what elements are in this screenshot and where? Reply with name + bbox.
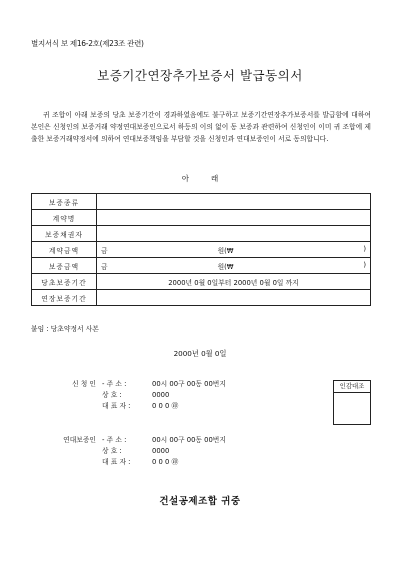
applicant-block xyxy=(36,379,226,412)
row-label: 연장보증기간 xyxy=(32,290,97,306)
form-number: 별지서식 보 제16-2호(제23조 관련) xyxy=(31,39,144,48)
field-value: 00시 00구 00동 00번지 xyxy=(152,380,226,388)
seal-caption: 인감대조 xyxy=(334,381,370,393)
table-row xyxy=(32,274,371,290)
contract-amount-cell xyxy=(97,242,371,258)
original-period-value: 2000년 0월 0일부터 2000년 0월 0일 까지 xyxy=(97,274,371,290)
document-date: 2000년 0월 0일 xyxy=(173,349,227,358)
recipient-footer: 건설공제조합 귀중 xyxy=(159,496,241,507)
field-value: 0 0 0 ㊞ xyxy=(152,458,179,466)
row-value xyxy=(97,226,371,242)
field-label: 상 호 : xyxy=(102,447,122,455)
consent-body xyxy=(31,109,371,145)
table-row xyxy=(32,242,371,258)
attachment-note: 붙임 : 당초약정서 사본 xyxy=(31,325,99,333)
row-label: 계약명 xyxy=(32,210,97,226)
field-label: 대 표 자 : xyxy=(102,402,131,410)
guarantee-table xyxy=(31,193,371,306)
table-row xyxy=(32,210,371,226)
field-value: 0000 xyxy=(152,391,170,399)
party-role: 신 청 인 xyxy=(71,380,96,388)
table-row xyxy=(32,258,371,274)
row-value xyxy=(97,210,371,226)
field-value: 00시 00구 00동 00번지 xyxy=(152,436,226,444)
amount-suffix: ) xyxy=(363,260,366,269)
row-label: 보증금액 xyxy=(32,258,97,274)
row-value xyxy=(97,290,371,306)
amount-currency: 원(₩ xyxy=(217,246,234,255)
amount-prefix: 금 xyxy=(101,262,108,271)
seal-check-box xyxy=(333,380,371,425)
table-row xyxy=(32,194,371,210)
amount-suffix: ) xyxy=(363,244,366,253)
document-title: 보증기간연장추가보증서 발급동의서 xyxy=(97,68,303,83)
consent-paragraph: 귀 조합이 아래 보증의 당초 보증기간이 경과하였음에도 불구하고 보증기간연장추가보증서를 발급함에 대하여 본인은 신청인의 보증거래 약정연대보증인으로서 하등의 이의 없이 동 보증과 관련하여 신청인이 이미 귀 조합에 제출한 보증거래약정서에 의하여 연대보증책임을 부담할 것을 신청인과 연대보증인이 서로 동의합니다. xyxy=(31,111,371,143)
section-heading: 아래 xyxy=(181,174,241,183)
guarantor-block xyxy=(36,435,226,468)
field-label: 대 표 자 : xyxy=(102,458,131,466)
field-label: 상 호 : xyxy=(102,391,122,399)
row-label: 계약금액 xyxy=(32,242,97,258)
field-value: 0 0 0 ㊞ xyxy=(152,402,179,410)
field-label: - 주 소 : xyxy=(102,380,127,388)
row-value xyxy=(97,194,371,210)
field-value: 0000 xyxy=(152,447,170,455)
row-label: 보증종류 xyxy=(32,194,97,210)
row-label: 당초보증기간 xyxy=(32,274,97,290)
table-row xyxy=(32,290,371,306)
guarantee-amount-cell xyxy=(97,258,371,274)
party-role: 연대보증인 xyxy=(63,436,96,444)
amount-prefix: 금 xyxy=(101,246,108,255)
amount-currency: 원(₩ xyxy=(217,262,234,271)
row-label: 보증채권자 xyxy=(32,226,97,242)
field-label: - 주 소 : xyxy=(102,436,127,444)
table-row xyxy=(32,226,371,242)
